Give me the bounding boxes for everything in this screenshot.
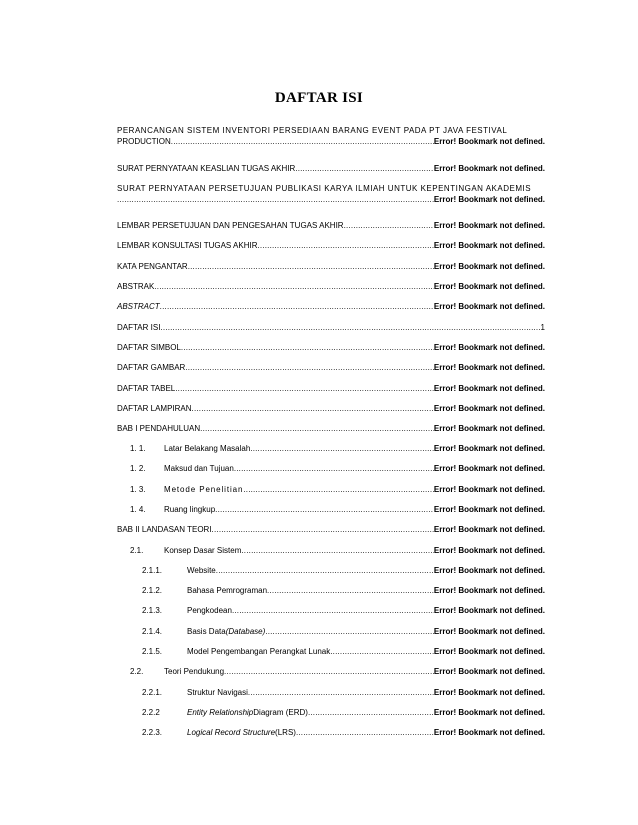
toc-entry-bab-2[interactable] xyxy=(117,524,545,535)
dot-leader xyxy=(295,163,434,174)
toc-entry-text: LEMBAR KONSULTASI TUGAS AKHIR xyxy=(117,241,258,250)
toc-entry-number: 2.2.3. xyxy=(142,728,163,737)
toc-entry-title[interactable] xyxy=(117,125,545,147)
toc-entry-number: 2.2.2 xyxy=(142,708,160,717)
toc-entry-page: Error! Bookmark not defined. xyxy=(433,586,545,595)
toc-entry-number: 1. 4. xyxy=(130,505,146,514)
toc-entry-bab-1[interactable] xyxy=(117,423,545,434)
dot-leader xyxy=(330,646,434,657)
toc-entry-page: 1 xyxy=(540,323,545,332)
toc-entry-2-2-2[interactable] xyxy=(142,707,545,718)
toc-entry-number: 2.1. xyxy=(130,546,144,555)
toc-entry-page: Error! Bookmark not defined. xyxy=(433,282,545,291)
toc-entry-number: 1. 1. xyxy=(130,444,146,453)
toc-entry-number: 2.1.5. xyxy=(142,647,163,656)
toc-entry-surat-publikasi[interactable] xyxy=(117,183,545,205)
toc-entry-page: Error! Bookmark not defined. xyxy=(433,505,545,514)
toc-entry-text: Model Pengembangan Perangkat Lunak xyxy=(187,647,331,656)
toc-entry-2-2[interactable] xyxy=(130,666,545,677)
toc-entry-text-line1: PERANCANGAN SISTEM INVENTORI PERSEDIAAN BARANG EVENT PADA PT JAVA FESTIVAL xyxy=(117,126,508,135)
toc-entry-text: Diagram (ERD) xyxy=(253,708,308,717)
toc-entry-2-2-1[interactable] xyxy=(142,687,545,698)
dot-leader xyxy=(175,383,434,394)
dot-leader xyxy=(265,626,434,637)
toc-entry-page: Error! Bookmark not defined. xyxy=(433,363,545,372)
toc-entry-text-line1: SURAT PERNYATAAN PERSETUJUAN PUBLIKASI KARYA ILMIAH UNTUK KEPENTINGAN AKADEMIS xyxy=(117,184,532,193)
toc-entry-text: DAFTAR TABEL xyxy=(117,384,176,393)
toc-entry-page: Error! Bookmark not defined. xyxy=(433,384,545,393)
toc-entry-2-1[interactable] xyxy=(130,545,545,556)
toc-entry-abstrak[interactable] xyxy=(117,281,545,292)
toc-entry-page: Error! Bookmark not defined. xyxy=(433,546,545,555)
toc-entry-number: 2.1.2. xyxy=(142,586,163,595)
toc-entry-lembar-konsultasi[interactable] xyxy=(117,240,545,251)
dot-leader xyxy=(212,524,434,535)
toc-entry-2-1-2[interactable] xyxy=(142,585,545,596)
toc-entry-surat-keaslian[interactable] xyxy=(117,163,545,174)
toc-entry-text: Konsep Dasar Sistem xyxy=(164,546,242,555)
dot-leader xyxy=(232,605,434,616)
toc-entry-kata-pengantar[interactable] xyxy=(117,261,545,272)
dot-leader xyxy=(250,443,434,454)
toc-entry-abstract[interactable] xyxy=(117,301,545,312)
toc-entry-page: Error! Bookmark not defined. xyxy=(433,708,545,717)
dot-leader xyxy=(215,504,434,515)
toc-entry-page: Error! Bookmark not defined. xyxy=(433,627,545,636)
toc-entry-page: Error! Bookmark not defined. xyxy=(433,164,545,173)
page-title: DAFTAR ISI xyxy=(274,90,364,106)
toc-entry-daftar-gambar[interactable] xyxy=(117,362,545,373)
dot-leader xyxy=(248,687,434,698)
toc-entry-page: Error! Bookmark not defined. xyxy=(433,241,545,250)
dot-leader xyxy=(181,342,434,353)
dot-leader xyxy=(344,220,434,231)
toc-entry-1-1[interactable] xyxy=(130,443,545,454)
toc-entry-page: Error! Bookmark not defined. xyxy=(433,464,545,473)
dot-leader xyxy=(224,666,434,677)
toc-entry-number: 2.2.1. xyxy=(142,688,163,697)
toc-entry-text: Website xyxy=(187,566,216,575)
toc-entry-text: KATA PENGANTAR xyxy=(117,262,188,271)
toc-entry-text-italic: Entity Relationship xyxy=(187,708,254,717)
toc-entry-page: Error! Bookmark not defined. xyxy=(433,302,545,311)
dot-leader xyxy=(188,261,434,272)
toc-entry-page: Error! Bookmark not defined. xyxy=(433,688,545,697)
toc-entry-text: DAFTAR LAMPIRAN xyxy=(117,404,192,413)
toc-entry-page: Error! Bookmark not defined. xyxy=(433,195,545,204)
dot-leader xyxy=(243,484,434,495)
toc-entry-page: Error! Bookmark not defined. xyxy=(433,667,545,676)
toc-entry-2-2-3[interactable] xyxy=(142,727,545,738)
toc-entry-text: Ruang lingkup xyxy=(164,505,216,514)
toc-entry-1-4[interactable] xyxy=(130,504,545,515)
dot-leader xyxy=(192,403,434,414)
toc-entry-2-1-4[interactable] xyxy=(142,626,545,637)
toc-entry-number: 1. 2. xyxy=(130,464,146,473)
dot-leader xyxy=(267,585,434,596)
toc-entry-number: 2.2. xyxy=(130,667,144,676)
toc-entry-1-3[interactable] xyxy=(130,484,545,495)
toc-entry-page: Error! Bookmark not defined. xyxy=(433,424,545,433)
toc-entry-page: Error! Bookmark not defined. xyxy=(433,343,545,352)
toc-entry-daftar-lampiran[interactable] xyxy=(117,403,545,414)
toc-entry-page: Error! Bookmark not defined. xyxy=(433,566,545,575)
toc-entry-number: 2.1.4. xyxy=(142,627,163,636)
toc-entry-text: LEMBAR PERSETUJUAN DAN PENGESAHAN TUGAS AKHIR xyxy=(117,221,344,230)
toc-entry-page: Error! Bookmark not defined. xyxy=(433,606,545,615)
toc-entry-daftar-isi[interactable] xyxy=(117,322,545,333)
dot-leader xyxy=(241,545,434,556)
toc-entry-text: Latar Belakang Masalah xyxy=(164,444,251,453)
toc-entry-text: DAFTAR SIMBOL xyxy=(117,343,181,352)
toc-entry-text: Basis Data xyxy=(187,627,226,636)
toc-entry-text: DAFTAR GAMBAR xyxy=(117,363,186,372)
toc-entry-number: 1. 3. xyxy=(130,485,146,494)
toc-entry-page: Error! Bookmark not defined. xyxy=(433,404,545,413)
dot-leader xyxy=(171,136,434,147)
toc-entry-text: Maksud dan Tujuan xyxy=(164,464,234,473)
toc-entry-text: Pengkodean xyxy=(187,606,232,615)
toc-entry-text: ABSTRACT xyxy=(117,302,160,311)
toc-entry-2-1-5[interactable] xyxy=(142,646,545,657)
toc-entry-1-2[interactable] xyxy=(130,463,545,474)
toc-entry-text: ABSTRAK xyxy=(117,282,155,291)
toc-entry-text: Bahasa Pemrograman xyxy=(187,586,268,595)
toc-entry-text: Metode Penelitian xyxy=(164,485,244,494)
toc-entry-page: Error! Bookmark not defined. xyxy=(433,221,545,230)
dot-leader xyxy=(160,301,434,312)
dot-leader xyxy=(185,362,434,373)
toc-entry-text: Teori Pendukung xyxy=(164,667,225,676)
toc-entry-lembar-persetujuan[interactable] xyxy=(117,220,545,231)
toc-entry-text: BAB I PENDAHULUAN xyxy=(117,424,201,433)
toc-entry-number: 2.1.3. xyxy=(142,606,163,615)
toc-entry-page: Error! Bookmark not defined. xyxy=(433,262,545,271)
toc-entry-page: Error! Bookmark not defined. xyxy=(433,647,545,656)
dot-leader xyxy=(200,423,434,434)
dot-leader xyxy=(117,194,434,205)
toc-entry-text-italic: Logical Record Structure xyxy=(187,728,276,737)
toc-entry-page: Error! Bookmark not defined. xyxy=(433,525,545,534)
toc-entry-page: Error! Bookmark not defined. xyxy=(433,444,545,453)
toc-entry-text: BAB II LANDASAN TEORI xyxy=(117,525,212,534)
dot-leader xyxy=(216,565,434,576)
dot-leader xyxy=(234,463,434,474)
toc-entry-daftar-simbol[interactable] xyxy=(117,342,545,353)
toc-entry-2-1-3[interactable] xyxy=(142,605,545,616)
toc-entry-text: Struktur Navigasi xyxy=(187,688,248,697)
toc-entry-text: SURAT PERNYATAAN KEASLIAN TUGAS AKHIR xyxy=(117,164,296,173)
toc-entry-2-1-1[interactable] xyxy=(142,565,545,576)
toc-entry-text-italic: (Database) xyxy=(225,627,266,636)
toc-entry-page: Error! Bookmark not defined. xyxy=(433,137,545,146)
toc-entry-text: (LRS) xyxy=(275,728,296,737)
toc-entry-daftar-tabel[interactable] xyxy=(117,383,545,394)
dot-leader xyxy=(154,281,434,292)
toc-entry-page: Error! Bookmark not defined. xyxy=(433,728,545,737)
toc-entry-number: 2.1.1. xyxy=(142,566,163,575)
dot-leader xyxy=(160,322,540,333)
toc-entry-page: Error! Bookmark not defined. xyxy=(433,485,545,494)
dot-leader xyxy=(296,727,434,738)
toc-entry-text: PRODUCTION xyxy=(117,137,171,146)
dot-leader xyxy=(257,240,433,251)
dot-leader xyxy=(308,707,434,718)
toc-entry-text: DAFTAR ISI xyxy=(117,323,161,332)
